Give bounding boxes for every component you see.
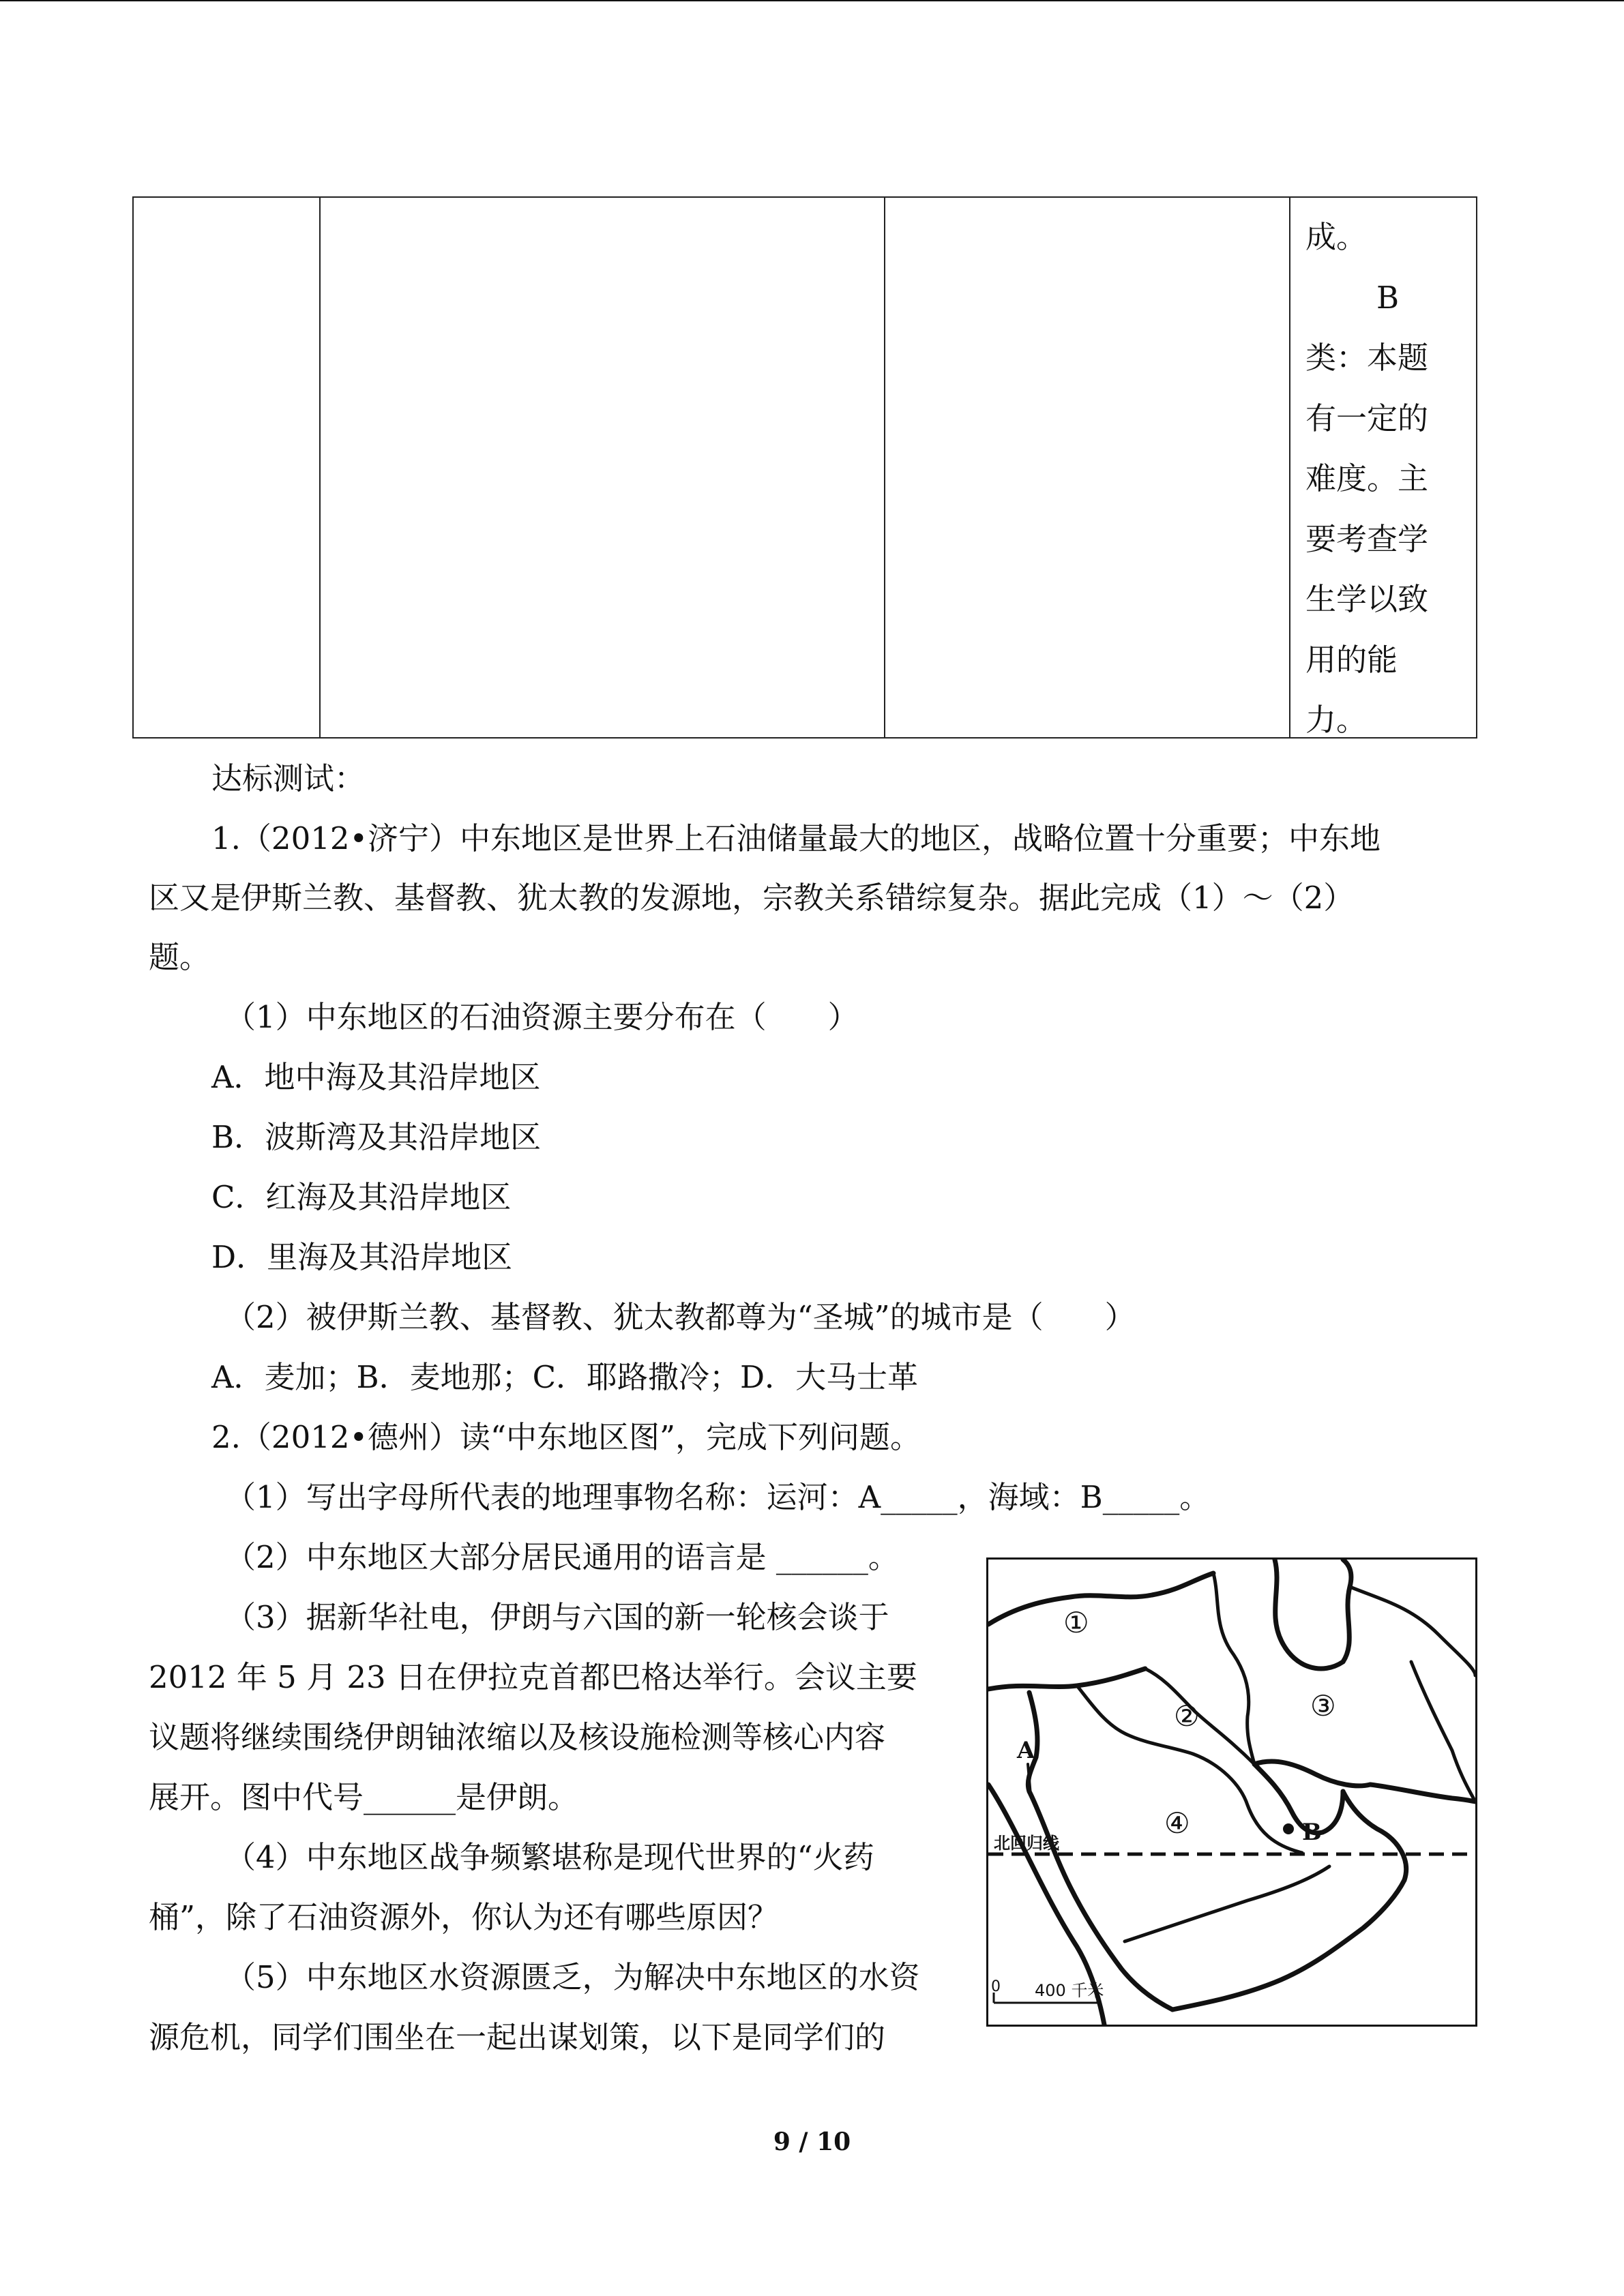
table-cell-assessment (1305, 207, 1456, 751)
cell-line: 成。 (1305, 219, 1368, 255)
section-title: 达标测试： (211, 760, 366, 796)
map-label-a: A (1017, 1737, 1035, 1764)
map-drawing (988, 1560, 1475, 2025)
question-2-sub3-line: 议题将继续围绕伊朗铀浓缩以及核设施检测等核心内容 (149, 1719, 886, 1755)
map-label-3: ③ (1310, 1689, 1336, 1723)
map-label-1: ① (1063, 1606, 1089, 1639)
question-1-sub2: （2）被伊斯兰教、基督教、犹太教都尊为“圣城”的城市是（ ） (225, 1299, 1136, 1335)
scale-label: 400 千米 (1035, 1981, 1104, 2000)
question-1-line: 1.（2012•济宁）中东地区是世界上石油储量最大的地区，战略位置十分重要；中东地 (211, 820, 1381, 856)
coastline (988, 1573, 1213, 1624)
map-label-2: ② (1174, 1699, 1200, 1733)
question-2-line: 2.（2012•德州）读“中东地区图”，完成下列问题。 (211, 1419, 921, 1455)
question-2-sub4-line: （4）中东地区战争频繁堪称是现代世界的“火药 (225, 1839, 874, 1875)
map-label-4: ④ (1164, 1806, 1190, 1840)
question-1-sub1: （1）中东地区的石油资源主要分布在（ ） (225, 999, 859, 1035)
option-c: C．红海及其沿岸地区 (211, 1179, 512, 1215)
coastline (1343, 1791, 1406, 1880)
border (1411, 1662, 1475, 1802)
question-2-sub5-line: （5）中东地区水资源匮乏，为解决中东地区的水资 (225, 1959, 920, 1995)
map-label-b: B (1302, 1819, 1322, 1846)
page-number: 9 / 10 (773, 2128, 851, 2156)
coastline (1370, 1785, 1475, 1802)
coastline (988, 1669, 1145, 1689)
question-2-sub5-line: 源危机，同学们围坐在一起出谋划策，以下是同学们的 (149, 2019, 886, 2055)
cell-line: 要考查学 (1305, 520, 1429, 557)
border (1125, 1866, 1329, 1941)
middle-east-map (986, 1557, 1477, 2027)
question-2-sub3-line: 2012 年 5 月 23 日在伊拉克首都巴格达举行。会议主要 (149, 1659, 917, 1695)
option-a: A．地中海及其沿岸地区 (211, 1059, 541, 1095)
scale-zero: 0 (991, 1978, 1001, 1995)
coastline (1172, 1880, 1404, 2010)
cell-line: 力。 (1305, 702, 1368, 738)
border (1213, 1573, 1254, 1764)
cell-line: 难度。主 (1305, 460, 1429, 496)
tropic-label: 北回归线 (994, 1834, 1059, 1853)
border (1145, 1669, 1254, 1764)
question-2-sub3-line: 展开。图中代号______是伊朗。 (149, 1779, 579, 1815)
table-column-divider (1289, 198, 1290, 737)
option-d: D．里海及其沿岸地区 (211, 1239, 513, 1275)
question-1-line: 题。 (149, 939, 211, 975)
cell-line: 有一定的 (1305, 400, 1429, 436)
top-border (0, 0, 1624, 1)
question-2-sub4-line: 桶”，除了石油资源外，你认为还有哪些原因？ (149, 1899, 779, 1935)
caspian-sea (1275, 1560, 1351, 1669)
cell-line: B (1376, 279, 1400, 316)
question-2-sub3-line: （3）据新华社电，伊朗与六国的新一轮核会谈于 (225, 1599, 889, 1635)
marker-b (1283, 1823, 1294, 1834)
option-b: B．波斯湾及其沿岸地区 (211, 1119, 542, 1155)
question-2-sub1: （1）写出字母所代表的地理事物名称：运河：A_____，海域：B_____。 (225, 1479, 1211, 1515)
cell-line: 用的能 (1305, 641, 1398, 678)
table-column-divider (884, 198, 885, 737)
question-1-sub2-options: A．麦加；B．麦地那；C．耶路撒冷；D．大马士革 (211, 1359, 919, 1395)
persian-gulf (1254, 1764, 1343, 1833)
lesson-table (132, 196, 1477, 739)
question-1-line: 区又是伊斯兰教、基督教、犹太教的发源地，宗教关系错综复杂。据此完成（1）～（2） (149, 880, 1355, 916)
table-column-divider (319, 198, 321, 737)
question-2-sub2: （2）中东地区大部分居民通用的语言是 ______。 (225, 1539, 899, 1575)
cell-line: 生学以致 (1305, 581, 1429, 617)
cell-line: 类：本题 (1305, 340, 1429, 376)
